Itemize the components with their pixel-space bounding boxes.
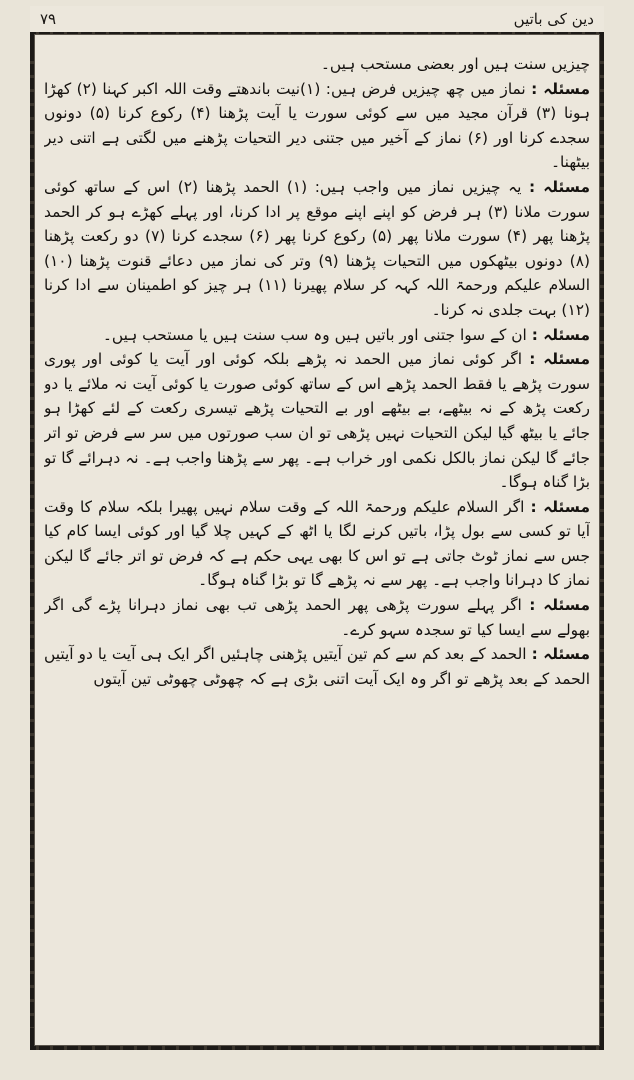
paragraph [44, 323, 590, 348]
masala-lead: مسئلہ : [529, 177, 590, 196]
paragraph-text: ان کے سوا جتنی اور باتیں ہیں وہ سب سنت ہیں یا مستحب ہیں۔ [102, 325, 527, 344]
running-title: دین کی باتیں [513, 10, 594, 28]
masala-lead: مسئلہ : [531, 79, 590, 98]
masala-lead: مسئلہ : [531, 645, 590, 664]
paragraph [44, 593, 590, 642]
masala-lead: مسئلہ : [531, 325, 590, 344]
paragraph [44, 347, 590, 495]
paragraph [44, 495, 590, 593]
page-header [30, 6, 604, 32]
paragraph-text: چیزیں سنت ہیں اور بعضی مستحب ہیں۔ [320, 55, 590, 73]
paragraph [44, 175, 590, 323]
masala-lead: مسئلہ : [529, 596, 590, 615]
paragraph-text: اگر السلام علیکم ورحمۃ اللہ کے وقت سلام نہیں پھیرا بلکہ سلام کا وقت آیا تو کسی سے بول پڑا، باتیں کرنے لگا یا اٹھ کے کہیں چلا گیا اور کوئی ایسا کام کیا جس سے نماز ٹوٹ جاتی ہے تو اس کا بھی یہی حکم ہے کہ فرض تو اتر جائے گا لیکن نماز کا دہرانا واجب ہے۔ پھر سے نہ پڑھے گا تو بڑا گناہ ہوگا۔ [44, 497, 590, 590]
page-number: ۷۹ [40, 10, 57, 28]
masala-lead: مسئلہ : [529, 350, 590, 369]
paragraph-text: الحمد کے بعد کم سے کم تین آیتیں پڑھنی چاہئیں اگر ایک ہی آیت یا دو آیتیں الحمد کے بعد پڑھے تو اگر وہ ایک آیت اتنی بڑی ہے کہ چھوٹی چھوٹی تین آیتوں [44, 645, 590, 688]
paragraph-text: اگر کوئی نماز میں الحمد نہ پڑھے بلکہ کوئی اور آیت یا کوئی اور پوری سورت پڑھے یا فقط الحمد پڑھے اس کے ساتھ کوئی صورت یا کوئی آیت نہ ملائے یا دو رکعت پڑھ کے نہ بیٹھے، بے بیٹھے اور بے التحیات پڑھے تیسری رکعت کے لئے کھڑا ہو جائے یا بیٹھ گیا لیکن التحیات نہیں پڑھی تو ان سب صورتوں میں سر سے فرض تو اتر جائے گا لیکن نماز بالکل نکمی اور خراب ہے۔ پھر سے پڑھنا واجب ہے۔ نہ دہرائے گا تو بڑا گناہ ہوگا۔ [44, 350, 590, 492]
paragraph [44, 642, 590, 691]
paragraph [44, 52, 590, 77]
paragraph-text: اگر پہلے سورت پڑھی پھر الحمد پڑھی تب بھی نماز دہرانا پڑے گی اگر بھولے سے ایسا کیا تو سجدہ سہو کرے۔ [44, 596, 590, 639]
body-text [44, 52, 590, 1047]
paragraph-text: یہ چیزیں نماز میں واجب ہیں: (۱) الحمد پڑھنا (۲) اس کے ساتھ کوئی سورت ملانا (۳) ہر فرض کو اپنے اپنے موقع پر ادا کرنا، اور پہلے کھڑے ہو کر الحمد پڑھنا پھر (۴) سورت ملانا پھر (۵) رکوع کرنا پھر (۶) سجدے کرنا (۷) دو رکعت پڑھنا (۸) دونوں بیٹھکوں میں التحیات پڑھنا (۹) وتر کی نماز میں دعائے قنوت پڑھنا (۱۰) السلام علیکم ورحمۃ اللہ کہہ کر سلام پھیرنا (۱۱) ہر چیز کو اطمینان سے ادا کرنا (۱۲) بہت جلدی نہ کرنا۔ [44, 177, 590, 319]
paragraph [44, 77, 590, 175]
masala-lead: مسئلہ : [530, 497, 590, 516]
paragraph-text: نماز میں چھ چیزیں فرض ہیں: (۱)نیت باندھتے وقت اللہ اکبر کہنا (۲) کھڑا ہونا (۳) قرآن مجید میں سے کوئی سورت یا آیت پڑھنا (۴) رکوع کرنا (۵) دونوں سجدے کرنا اور (۶) نماز کے آخیر میں جتنی دیر التحیات پڑھنے میں لگتی ہے اتنی دیر بیٹھنا۔ [44, 79, 590, 172]
